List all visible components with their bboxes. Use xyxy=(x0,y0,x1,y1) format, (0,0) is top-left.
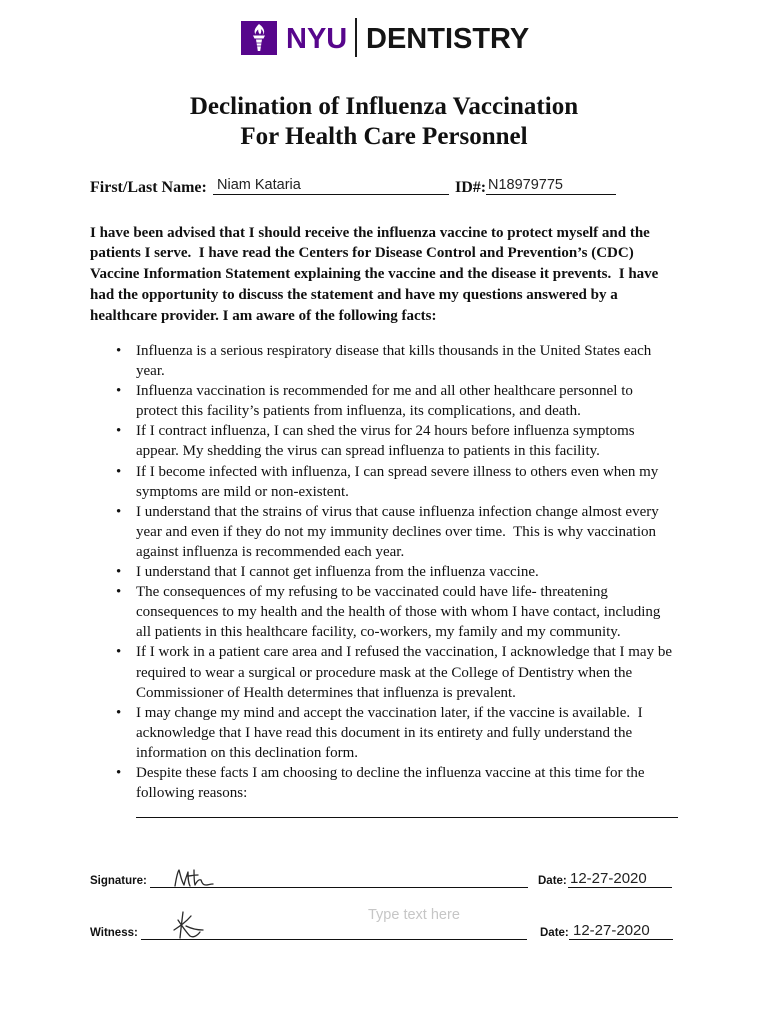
fact-item: • I understand that I cannot get influenza from the influenza vaccine. xyxy=(136,562,676,582)
fact-item: • I may change my mind and accept the vaccination later, if the vaccine is available. I acknowledge that I have read this document in its entirety and fully understand the information on this declination form. xyxy=(136,703,676,763)
fact-item: • Influenza vaccination is recommended for me and all other healthcare personnel to protect this facility’s patients from influenza, its complications, and death. xyxy=(136,381,676,421)
witness-label: Witness: xyxy=(90,927,138,939)
witness-date-field[interactable]: 12-27-2020 xyxy=(569,922,673,940)
intro-paragraph: I have been advised that I should receive the influenza vaccine to protect myself and the patients I serve. I have read the Centers for Disease Control and Prevention’s (CDC) Vaccine Information Statement explaining the vaccine and the disease it prevents. I have had the opportunity to discuss the statement and have my questions answered by a healthcare provider. I am aware of the following facts: xyxy=(90,224,663,325)
logo-divider xyxy=(355,18,357,57)
torch-icon-graphic xyxy=(241,21,277,55)
signature-label: Signature: xyxy=(90,875,147,887)
reasons-line[interactable] xyxy=(136,808,678,818)
name-field[interactable]: Niam Kataria xyxy=(213,177,449,195)
torch-icon xyxy=(241,21,277,55)
fact-item: • If I become infected with influenza, I can spread severe illness to others even when my symptoms are mild or non-existent. xyxy=(136,462,676,502)
fact-item: • If I contract influenza, I can shed the virus for 24 hours before influenza symptoms appear. My shedding the virus can spread influenza to patients in this facility. xyxy=(136,421,676,461)
witness-signature-scribble xyxy=(170,908,210,942)
title-line-1: Declination of Influenza Vaccination xyxy=(189,93,579,120)
witness-date-label: Date: xyxy=(540,927,569,939)
fact-item: • The consequences of my refusing to be vaccinated could have life- threatening consequences to my health and the health of those with whom I have contact, including all patients in this healthcare facility, co-workers, my family and my community. xyxy=(136,582,676,642)
fact-item: • If I work in a patient care area and I refused the vaccination, I acknowledge that I may be required to wear a surgical or procedure mask at the College of Dentistry when the Commissioner of Health determines that influenza is prevalent. xyxy=(136,642,676,702)
signature-date-label: Date: xyxy=(538,875,567,887)
title-line-2: For Health Care Personnel xyxy=(240,123,528,150)
signature-date-field[interactable]: 12-27-2020 xyxy=(568,870,672,888)
document-title xyxy=(0,92,768,152)
id-field[interactable]: N18979775 xyxy=(486,177,616,195)
fact-item: • I understand that the strains of virus that cause influenza infection change almost every year and even if they do not my immunity declines over time. This is why vaccination against influenza is recommended each year. xyxy=(136,502,676,562)
fact-item: • Despite these facts I am choosing to decline the influenza vaccine at this time for the following reasons: xyxy=(136,763,676,803)
facts-list xyxy=(136,341,676,803)
logo-nyu-text: NYU xyxy=(286,23,348,55)
fact-item: • Influenza is a serious respiratory disease that kills thousands in the United States each year. xyxy=(136,341,676,381)
logo-dentistry-text: DENTISTRY xyxy=(366,23,530,55)
name-label: First/Last Name: xyxy=(90,179,207,196)
id-label: ID#: xyxy=(455,179,487,196)
signature-scribble xyxy=(170,864,218,890)
text-box-placeholder[interactable]: Type text here xyxy=(368,907,460,923)
